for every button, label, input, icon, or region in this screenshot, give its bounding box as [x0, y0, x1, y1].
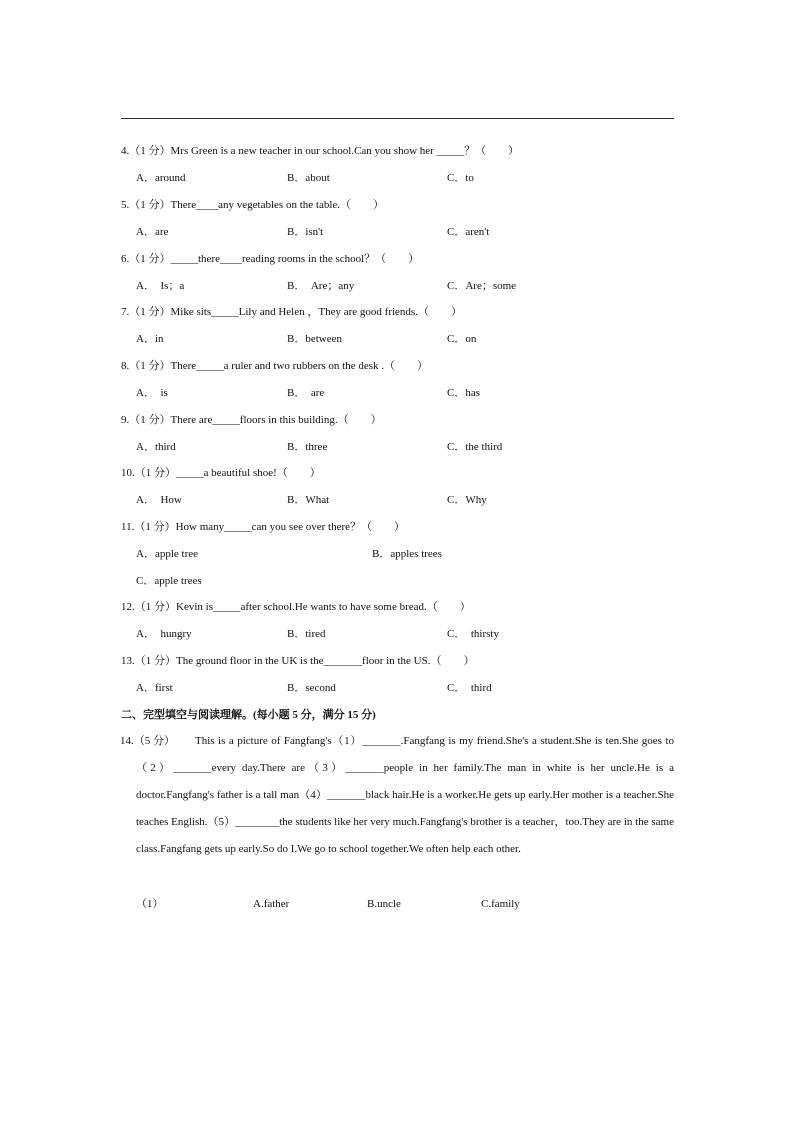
question-14-sub-1-option-c[interactable]: C.family: [481, 898, 520, 910]
question-14-sub-1-option-a[interactable]: A.father: [253, 898, 290, 910]
question-9-option-a[interactable]: A．third: [136, 441, 176, 453]
question-10-option-b[interactable]: B．What: [287, 494, 330, 506]
question-13-stem: 13.（1 分）The ground floor in the UK is the_______floor in the US.（ ）: [121, 655, 475, 667]
question-9-option-c[interactable]: C．the third: [447, 441, 503, 453]
question-12-option-b[interactable]: B．tired: [287, 628, 326, 640]
question-5-option-a[interactable]: A．are: [136, 226, 169, 238]
question-4-option-c[interactable]: C．to: [447, 172, 474, 184]
question-14-sub-1-option-b[interactable]: B.uncle: [367, 898, 401, 910]
question-8-option-a[interactable]: A． is: [136, 387, 168, 399]
question-9-stem: 9.（1 分）There are_____floors in this building.（ ）: [121, 414, 382, 426]
question-10-option-c[interactable]: C．Why: [447, 494, 487, 506]
question-10-stem: 10.（1 分）_____a beautiful shoe!（ ）: [121, 467, 321, 479]
question-12-option-c[interactable]: C． thirsty: [447, 628, 499, 640]
question-4-option-b[interactable]: B．about: [287, 172, 330, 184]
question-6-stem: 6.（1 分）_____there____reading rooms in the school？（ ）: [121, 253, 420, 265]
question-7-stem: 7.（1 分）Mike sits_____Lily and Helen ，They are good friends.（ ）: [121, 306, 462, 318]
section-2-heading: 二、完型填空与阅读理解。(每小题 5 分，满分 15 分): [121, 709, 376, 721]
question-14-passage-text: This is a picture of Fangfang's（1）_______.Fangfang is my friend.She's a student.She is ten.She goes to（2）_______every day.There are（3）_______people in her family.The man in white is her uncle.He is a doctor.Fangfang's father is a tall man（4）_______black hair.He is a worker.He gets up early.Her mother is a teacher.She teaches English.（5）________the students like her very much.Fangfang's brother is a teacher，too.They are in the same class.Fangfang gets up early.So do I.We go to school together.We often help each other.: [136, 735, 674, 855]
question-6-option-b[interactable]: B． Are；any: [287, 280, 355, 292]
question-6-option-c[interactable]: C．Are；some: [447, 280, 517, 292]
question-7-option-a[interactable]: A．in: [136, 333, 164, 345]
question-13-option-b[interactable]: B．second: [287, 682, 336, 694]
question-5-option-b[interactable]: B．isn't: [287, 226, 324, 238]
question-12-option-a[interactable]: A． hungry: [136, 628, 192, 640]
question-13-option-c[interactable]: C． third: [447, 682, 492, 694]
question-7-option-c[interactable]: C．on: [447, 333, 477, 345]
question-5-option-c[interactable]: C．aren't: [447, 226, 490, 238]
question-9-option-b[interactable]: B．three: [287, 441, 328, 453]
question-6-option-a[interactable]: A． Is；a: [136, 280, 185, 292]
question-8-stem: 8.（1 分）There_____a ruler and two rubbers on the desk .（ ）: [121, 360, 429, 372]
question-5-stem: 5.（1 分）There____any vegetables on the table.（ ）: [121, 199, 385, 211]
question-11-option-b[interactable]: B．apples trees: [372, 548, 442, 560]
question-14-passage: [120, 728, 674, 863]
question-4-stem: 4.（1 分）Mrs Green is a new teacher in our school.Can you show her _____？（ ）: [121, 145, 520, 157]
question-4-option-a[interactable]: A．around: [136, 172, 186, 184]
question-12-stem: 12.（1 分）Kevin is_____after school.He wants to have some bread.（ ）: [121, 601, 471, 613]
question-10-option-a[interactable]: A． How: [136, 494, 182, 506]
question-11-stem: 11.（1 分）How many_____can you see over there？（ ）: [121, 521, 406, 533]
question-14-sub-1-label: （1）: [136, 898, 164, 910]
question-11-option-c[interactable]: C．apple trees: [136, 575, 202, 587]
question-8-option-b[interactable]: B． are: [287, 387, 325, 399]
question-11-option-a[interactable]: A．apple tree: [136, 548, 198, 560]
question-7-option-b[interactable]: B．between: [287, 333, 342, 345]
question-13-option-a[interactable]: A．first: [136, 682, 173, 694]
header-rule: [121, 118, 674, 119]
question-14-number: 14.（5 分）: [120, 735, 175, 747]
question-8-option-c[interactable]: C．has: [447, 387, 480, 399]
